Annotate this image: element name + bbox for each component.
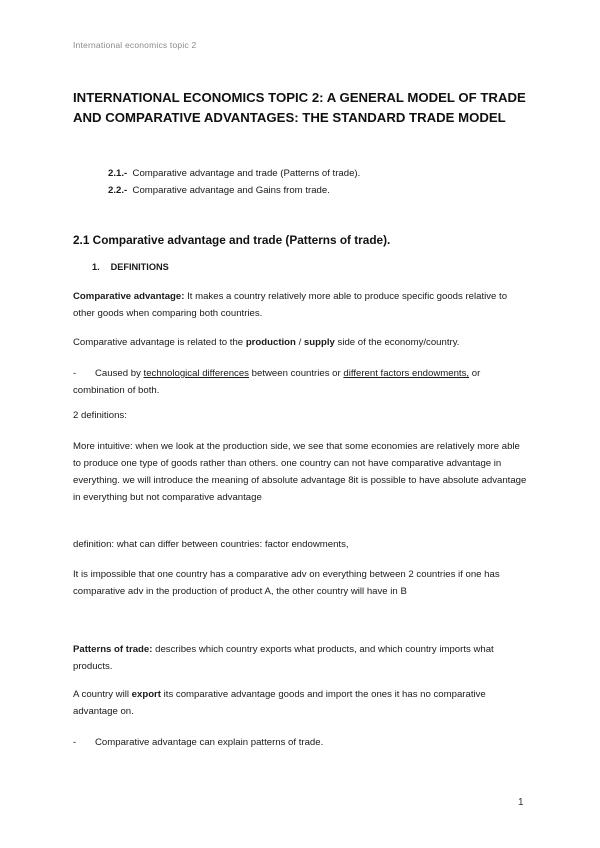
paragraph-text: It makes a country relatively more able to produce specific goods relative to other goods when comparing both countries. [73,291,508,319]
paragraph-text: describes which country exports what products, and which country imports what products. [73,644,494,672]
toc-item [108,182,360,199]
toc-item-number: 2.2.- [108,185,128,196]
paragraph-text: between countries or [251,368,341,379]
paragraph-impossible: It is impossible that one country has a comparative adv on everything between 2 countries if one has comparative adv in the production of product A, the other country will have in B [73,569,500,597]
page-number: 1 [518,797,524,808]
bullet-dash: - [73,737,77,748]
document-title: INTERNATIONAL ECONOMICS TOPIC 2: A GENERAL MODEL OF TRADE AND COMPARATIVE ADVANTAGES: THE STANDARD TRADE MODEL [73,90,526,125]
toc-item [108,165,360,182]
toc-item-number: 2.1.- [108,168,128,179]
separator: / [298,337,302,348]
paragraph-text: or combination of both. [73,368,481,396]
term-label: Patterns of trade: [73,644,153,655]
paragraph-text: Comparative advantage is related to the [73,337,244,348]
paragraph-text: Comparative advantage can explain patterns of trade. [95,737,324,748]
paragraph-export [73,686,528,720]
paragraph-more-intuitive: More intuitive: when we look at the production side, we see that some economies are relatively more able to produce one type of goods rather than others. one country can not have comparative advantage in everything. we will introduce the meaning of absolute advantage 8it is possible to have absolute advantage in everything but not comparative advantage [73,441,527,503]
section-heading: 2.1 Comparative advantage and trade (Patterns of trade). [73,233,391,247]
term-label: Comparative advantage: [73,291,185,302]
toc-item-text: Comparative advantage and Gains from trade. [132,185,330,196]
toc-item-text: Comparative advantage and trade (Patterns of trade). [132,168,361,179]
emphasis-production: production [245,337,296,348]
running-header: International economics topic 2 [73,40,197,50]
bullet-item-causes [73,365,528,399]
emphasis-supply: supply [303,337,335,348]
paragraph-text: Caused by [95,368,141,379]
paragraph-production-supply [73,334,528,351]
subheading-text: DEFINITIONS [110,262,169,272]
underlined-technological-differences: technological differences [143,368,249,379]
paragraph-two-definitions: 2 definitions: [73,410,127,421]
emphasis-export: export [131,689,161,700]
paragraph-text: A country will [73,689,129,700]
bullet-item-explain [73,734,528,751]
paragraph-text: side of the economy/country. [337,337,460,348]
paragraph-factor-endowments: definition: what can differ between countries: factor endowments, [73,539,349,550]
paragraph-comparative-advantage [73,288,528,322]
bullet-dash: - [73,368,77,379]
table-of-contents [108,165,360,199]
subheading [92,262,169,272]
underlined-different-factors-endowments: different factors endowments, [343,368,470,379]
paragraph-patterns-of-trade [73,641,528,675]
subheading-number: 1. [92,262,100,272]
paragraph-text: its comparative advantage goods and import the ones it has no comparative advantage on. [73,689,486,717]
